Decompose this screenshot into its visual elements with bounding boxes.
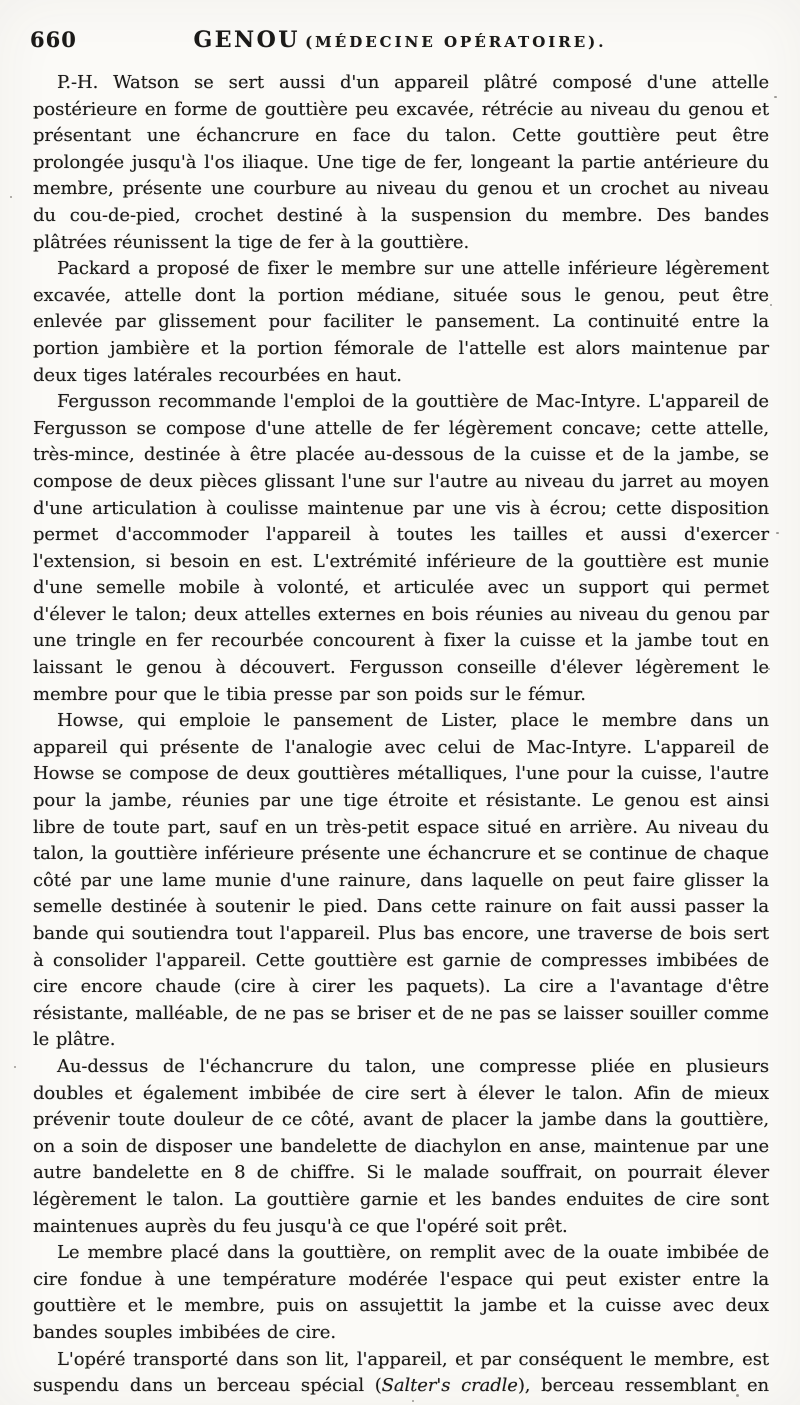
paragraph-packard: Packard a proposé de fixer le membre sur une attelle inférieure légèrement excavée, attelle dont la portion médiane, située sous le genou, peut être enlevée par glissement pour faciliter le pansement. La continuité entre la portion jambière et la portion fémorale de l'attelle est alors maintenue par deux tiges latérales recourbées en haut. bbox=[33, 258, 769, 386]
paragraph-salters-cradle-before: L'opéré transporté dans son lit, l'appareil, et par conséquent le membre, est suspendu dans un berceau spécial ( bbox=[33, 1348, 769, 1397]
paragraph-fergusson: Fergusson recommande l'emploi de la gouttière de Mac-Intyre. L'appareil de Fergusson se compose d'une attelle de fer légèrement concave; cette attelle, très-mince, destinée à être placée au-dessous de la cuisse et de la jambe, se compose de deux pièces glissant l'une sur l'autre au niveau du jarret au moyen d'une articulation à coulisse maintenue par une vis à écrou; cette disposition permet d'accommoder l'appareil à toutes les tailles et aussi d'exercer l'extension, si besoin en est. L'extrémité inférieure de la gouttière est munie d'une semelle mobile à volonté, et articulée avec un support qui permet d'élever le talon; deux attelles externes en bois réunies au niveau du genou par une tringle en fer recourbée concourent à fixer la cuisse et la jambe tout en laissant le genou à découvert. Fergusson conseille d'élever légèrement le membre pour que le tibia presse par son poids sur le fémur. bbox=[33, 391, 769, 705]
page-title-main: GENOU bbox=[193, 27, 300, 53]
page-number: 660 bbox=[30, 27, 77, 52]
paragraph-salters-cradle-after: ), berceau ressemblant en bbox=[517, 1375, 770, 1397]
paragraph-watson: P.-H. Watson se sert aussi d'un appareil plâtré composé d'une attelle postérieure en forme de gouttière peu excavée, rétrécie au niveau du genou et présentant une échancrure en face du talon. Cette gouttière peut être prolongée jusqu'à l'os iliaque. Une tige de fer, longeant la partie antérieure du membre, présente une courbure au niveau du genou et un crochet au niveau du cou-de-pied, crochet destiné à la suspension du membre. Des bandes plâtrées réunissent la tige de fer à la gouttière. bbox=[33, 72, 769, 253]
paragraph-salters-cradle bbox=[33, 1347, 769, 1400]
salters-cradle-italic: Salter's cradle bbox=[381, 1375, 518, 1397]
page-title bbox=[0, 27, 800, 53]
paragraph-talon-compresse: Au-dessus de l'échancrure du talon, une compresse pliée en plusieurs doubles et également imbibée de cire sert à élever le talon. Afin de mieux prévenir toute douleur de ce côté, avant de placer la jambe dans la gouttière, on a soin de disposer une bandelette de diachylon en anse, maintenue par une autre bandelette en 8 de chiffre. Si le malade souffrait, on pourrait élever légèrement le talon. La gouttière garnie et les bandes enduites de cire sont maintenues auprès du feu jusqu'à ce que l'opéré soit prêt. bbox=[33, 1055, 769, 1237]
paragraph-ouate: Le membre placé dans la gouttière, on remplit avec de la ouate imbibée de cire fondue à une température modérée l'espace qui peut exister entre la gouttière et le membre, puis on assujettit la jambe et la cuisse avec deux bandes souples imbibées de cire. bbox=[33, 1242, 769, 1343]
page-title-sub: (MÉDECINE OPÉRATOIRE). bbox=[305, 33, 607, 51]
body-text bbox=[33, 70, 769, 1400]
paragraph-howse: Howse, qui emploie le pansement de Lister, place le membre dans un appareil qui présente de l'analogie avec celui de Mac-Intyre. L'appareil de Howse se compose de deux gouttières métalliques, l'une pour la cuisse, l'autre pour la jambe, réunies par une tige étroite et résistante. Le genou est ainsi libre de toute part, sauf en un très-petit espace situé en arrière. Au niveau du talon, la gouttière inférieure présente une échancrure et se continue de chaque côté par une lame munie d'une rainure, dans laquelle on peut faire glisser la semelle destinée à soutenir le pied. Dans cette rainure on fait aussi passer la bande qui soutiendra tout l'appareil. Plus bas encore, une traverse de bois sert à consolider l'appareil. Cette gouttière est garnie de compresses imbibées de cire encore chaude (cire à cirer les paquets). La cire a l'avantage d'être résistante, malléable, de ne pas se briser et de ne pas se laisser souiller comme le plâtre. bbox=[33, 710, 769, 1051]
running-head bbox=[0, 0, 800, 57]
